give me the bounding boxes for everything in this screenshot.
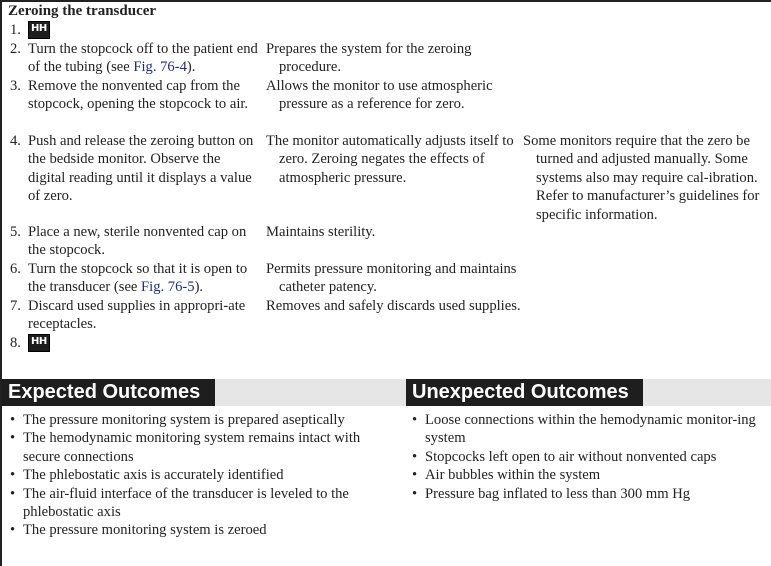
step-text: Discard used supplies in appropri-ate receptacles. [28, 298, 246, 333]
rationale-5: Maintains sterility. [266, 224, 376, 240]
step-number: 2. [10, 41, 21, 57]
step-text: Remove the nonvented cap from the stopcock, opening the stopcock to air. [28, 78, 249, 113]
step-6 [10, 260, 260, 297]
figure-link[interactable]: Fig. 76-4 [133, 59, 187, 76]
step-number: 6. [10, 261, 21, 277]
expected-outcomes-list [8, 411, 388, 540]
expected-outcome-item: • The hemodynamic monitoring system remains intact with secure connections [8, 429, 388, 466]
step-3 [10, 77, 260, 114]
figure-link[interactable]: Fig. 76-5 [141, 279, 195, 296]
hand-hygiene-icon: HH [28, 21, 50, 39]
step-number: 4. [10, 133, 21, 149]
unexpected-outcome-item: • Stopcocks left open to air without nonvented caps [410, 448, 766, 466]
expected-outcome-item: • The air-fluid interface of the transducer is leveled to the phlebostatic axis [8, 485, 388, 522]
step-number: 8. [10, 335, 21, 351]
unexpected-outcome-item: • Pressure bag inflated to less than 300 mm Hg [410, 485, 766, 503]
step-4 [10, 132, 260, 206]
step-text: Turn the stopcock so that it is open to the transducer (see Fig. 76-5). [28, 261, 248, 296]
step-text: Place a new, sterile nonvented cap on the stopcock. [28, 224, 247, 259]
step-5 [10, 223, 260, 260]
rationale-2: Prepares the system for the zeroing procedure. [266, 41, 472, 76]
step-number: 5. [10, 224, 21, 240]
step-8 [10, 334, 260, 352]
unexpected-outcome-item: • Air bubbles within the system [410, 466, 766, 484]
step-number: 3. [10, 78, 21, 94]
expected-outcomes-heading: Expected Outcomes [2, 379, 215, 406]
step-1 [10, 21, 260, 39]
note-4: Some monitors require that the zero be turned and adjusted manually. Some systems also may require cal-ibration. Refer to manufacturer’s guidelines for specific information. [523, 133, 760, 223]
unexpected-outcomes-list [410, 411, 766, 503]
step-text: Turn the stopcock off to the patient end of the tubing (see Fig. 76-4). [28, 41, 258, 76]
hand-hygiene-icon: HH [28, 334, 50, 352]
expected-outcome-item: • The phlebostatic axis is accurately identified [8, 466, 388, 484]
rationale-6: Permits pressure monitoring and maintains catheter patency. [266, 261, 517, 296]
rationale-4: The monitor automatically adjusts itself to zero. Zeroing negates the effects of atmospheric pressure. [266, 133, 514, 186]
expected-outcome-item: • The pressure monitoring system is zeroed [8, 521, 388, 539]
step-text: Push and release the zeroing button on the bedside monitor. Observe the digital reading until it displays a value of zero. [28, 133, 254, 205]
section-title: Zeroing the transducer [8, 3, 157, 19]
step-number: 1. [10, 22, 21, 38]
expected-outcome-item: • The pressure monitoring system is prepared aseptically [8, 411, 388, 429]
rationale-7: Removes and safely discards used supplies. [266, 298, 521, 314]
step-2 [10, 40, 260, 77]
unexpected-outcome-item: • Loose connections within the hemodynamic monitor-ing system [410, 411, 766, 448]
unexpected-outcomes-heading: Unexpected Outcomes [406, 379, 643, 406]
rationale-3: Allows the monitor to use atmospheric pressure as a reference for zero. [266, 78, 493, 113]
step-7 [10, 297, 260, 334]
step-number: 7. [10, 298, 21, 314]
